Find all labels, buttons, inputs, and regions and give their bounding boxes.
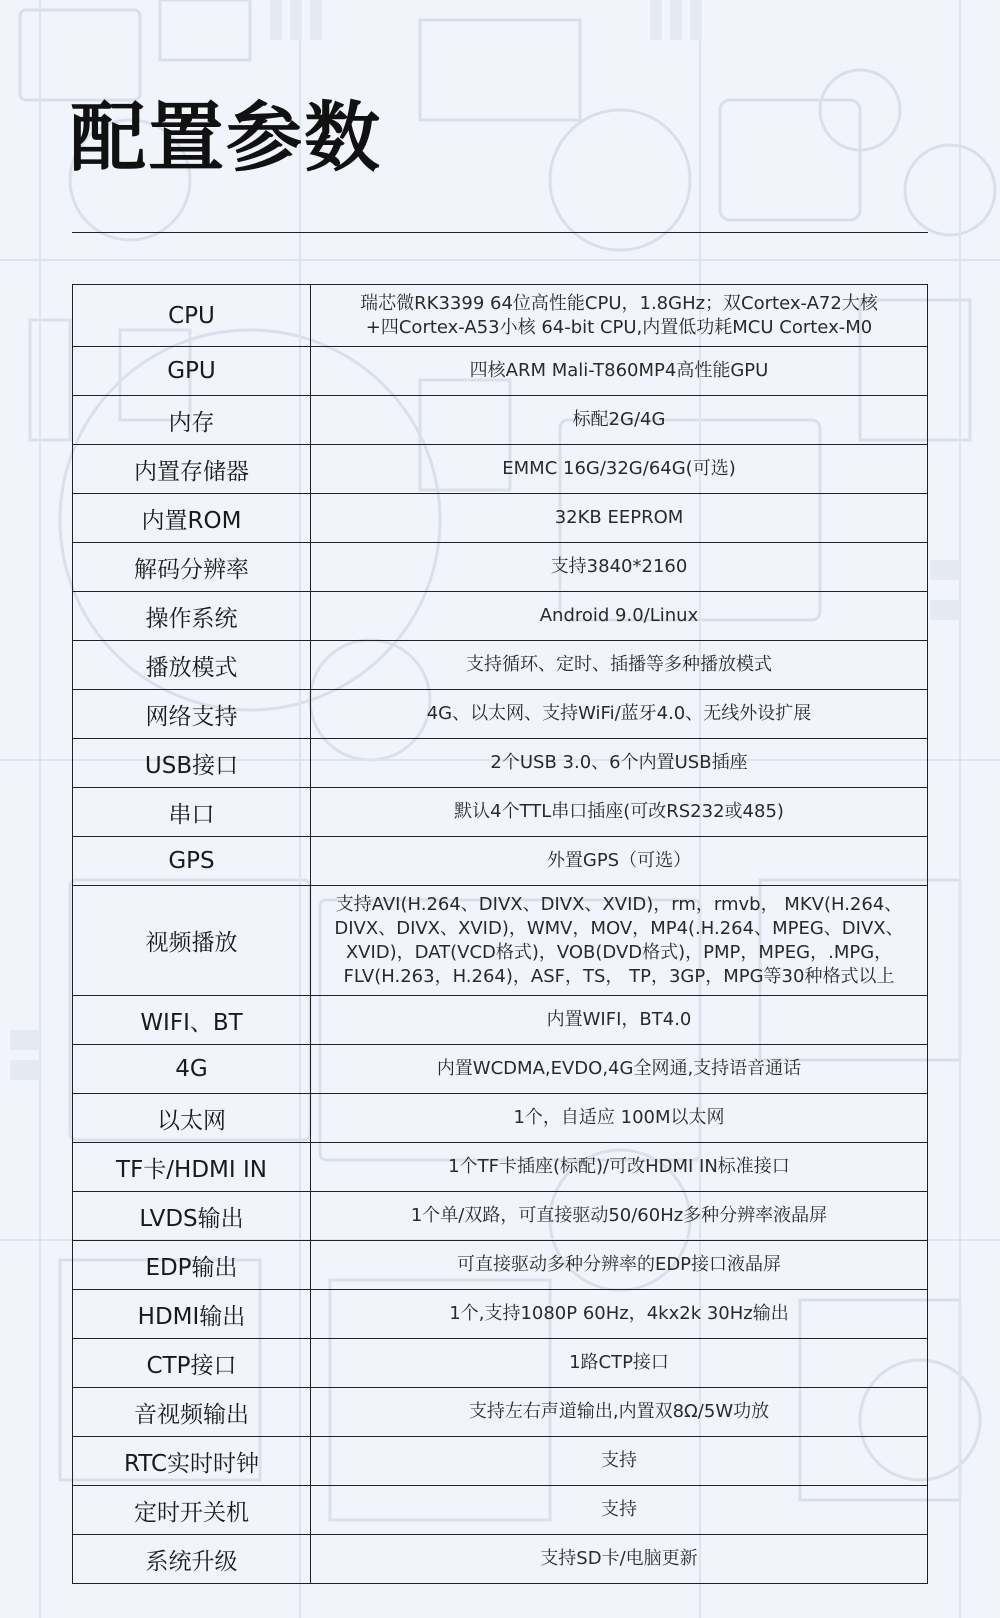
spec-value: 支持AVI(H.264、DIVX、DIVX、XVID)，rm，rmvb， MKV(H.264、DIVX、DIVX、XVID)，WMV，MOV，MP4(.H.264、MPEG、DIVX、XVID)，DAT(VCD格式)，VOB(DVD格式)，PMP，MPEG，.MPG，FLV(H.263，H.264)，ASF，TS， TP，3GP，MPG等30种格式以上 xyxy=(311,886,928,996)
table-row xyxy=(73,1094,928,1143)
spec-label: TF卡/HDMI IN xyxy=(73,1143,311,1192)
spec-label: 网络支持 xyxy=(73,690,311,739)
spec-label: 系统升级 xyxy=(73,1535,311,1584)
table-row xyxy=(73,739,928,788)
spec-value: 支持左右声道输出,内置双8Ω/5W功放 xyxy=(311,1388,928,1437)
table-row xyxy=(73,1143,928,1192)
spec-value: 支持 xyxy=(311,1486,928,1535)
spec-value: 标配2G/4G xyxy=(311,396,928,445)
spec-value: 1路CTP接口 xyxy=(311,1339,928,1388)
spec-value: 4G、以太网、支持WiFi/蓝牙4.0、无线外设扩展 xyxy=(311,690,928,739)
table-row xyxy=(73,1290,928,1339)
table-row xyxy=(73,996,928,1045)
spec-value: 2个USB 3.0、6个内置USB插座 xyxy=(311,739,928,788)
spec-value: Android 9.0/Linux xyxy=(311,592,928,641)
table-row xyxy=(73,347,928,396)
spec-label: 操作系统 xyxy=(73,592,311,641)
spec-label: 视频播放 xyxy=(73,886,311,996)
spec-value: 瑞芯微RK3399 64位高性能CPU，1.8GHz；双Cortex-A72大核+四Cortex-A53小核 64-bit CPU,内置低功耗MCU Cortex-M0 xyxy=(311,285,928,347)
spec-label: GPU xyxy=(73,347,311,396)
spec-label: 定时开关机 xyxy=(73,1486,311,1535)
table-row xyxy=(73,285,928,347)
spec-label: GPS xyxy=(73,837,311,886)
spec-value: 支持3840*2160 xyxy=(311,543,928,592)
spec-label: LVDS输出 xyxy=(73,1192,311,1241)
spec-value: 默认4个TTL串口插座(可改RS232或485) xyxy=(311,788,928,837)
spec-label: 播放模式 xyxy=(73,641,311,690)
spec-value: 可直接驱动多种分辨率的EDP接口液晶屏 xyxy=(311,1241,928,1290)
spec-value: 支持循环、定时、插播等多种播放模式 xyxy=(311,641,928,690)
table-row xyxy=(73,837,928,886)
spec-label: CTP接口 xyxy=(73,1339,311,1388)
spec-label: 串口 xyxy=(73,788,311,837)
spec-value: 1个单/双路，可直接驱动50/60Hz多种分辨率液晶屏 xyxy=(311,1192,928,1241)
spec-value: 32KB EEPROM xyxy=(311,494,928,543)
spec-label: 以太网 xyxy=(73,1094,311,1143)
table-row xyxy=(73,690,928,739)
spec-label: WIFI、BT xyxy=(73,996,311,1045)
spec-label: 4G xyxy=(73,1045,311,1094)
spec-value: 1个，自适应 100M以太网 xyxy=(311,1094,928,1143)
table-row xyxy=(73,1535,928,1584)
table-row xyxy=(73,445,928,494)
table-row xyxy=(73,1486,928,1535)
spec-value: 内置WIFI，BT4.0 xyxy=(311,996,928,1045)
spec-label: 解码分辨率 xyxy=(73,543,311,592)
spec-label: 内置ROM xyxy=(73,494,311,543)
spec-label: 内存 xyxy=(73,396,311,445)
page-title: 配置参数 xyxy=(70,93,382,182)
spec-label: 内置存储器 xyxy=(73,445,311,494)
table-row xyxy=(73,641,928,690)
table-row xyxy=(73,886,928,996)
spec-label: CPU xyxy=(73,285,311,347)
table-row xyxy=(73,1192,928,1241)
spec-value: 外置GPS（可选） xyxy=(311,837,928,886)
table-row xyxy=(73,1339,928,1388)
title-divider xyxy=(72,232,928,233)
spec-value: EMMC 16G/32G/64G(可选) xyxy=(311,445,928,494)
spec-value: 支持SD卡/电脑更新 xyxy=(311,1535,928,1584)
table-row xyxy=(73,1437,928,1486)
table-row xyxy=(73,1388,928,1437)
spec-value: 四核ARM Mali-T860MP4高性能GPU xyxy=(311,347,928,396)
table-row xyxy=(73,396,928,445)
table-row xyxy=(73,788,928,837)
spec-value: 内置WCDMA,EVDO,4G全网通,支持语音通话 xyxy=(311,1045,928,1094)
table-row xyxy=(73,543,928,592)
spec-value: 1个TF卡插座(标配)/可改HDMI IN标准接口 xyxy=(311,1143,928,1192)
table-row xyxy=(73,592,928,641)
spec-label: EDP输出 xyxy=(73,1241,311,1290)
spec-value: 1个,支持1080P 60Hz，4kx2k 30Hz输出 xyxy=(311,1290,928,1339)
spec-value: 支持 xyxy=(311,1437,928,1486)
table-row xyxy=(73,1045,928,1094)
spec-label: HDMI输出 xyxy=(73,1290,311,1339)
spec-label: RTC实时时钟 xyxy=(73,1437,311,1486)
spec-table xyxy=(72,284,928,1584)
table-row xyxy=(73,494,928,543)
table-row xyxy=(73,1241,928,1290)
spec-label: USB接口 xyxy=(73,739,311,788)
spec-label: 音视频输出 xyxy=(73,1388,311,1437)
